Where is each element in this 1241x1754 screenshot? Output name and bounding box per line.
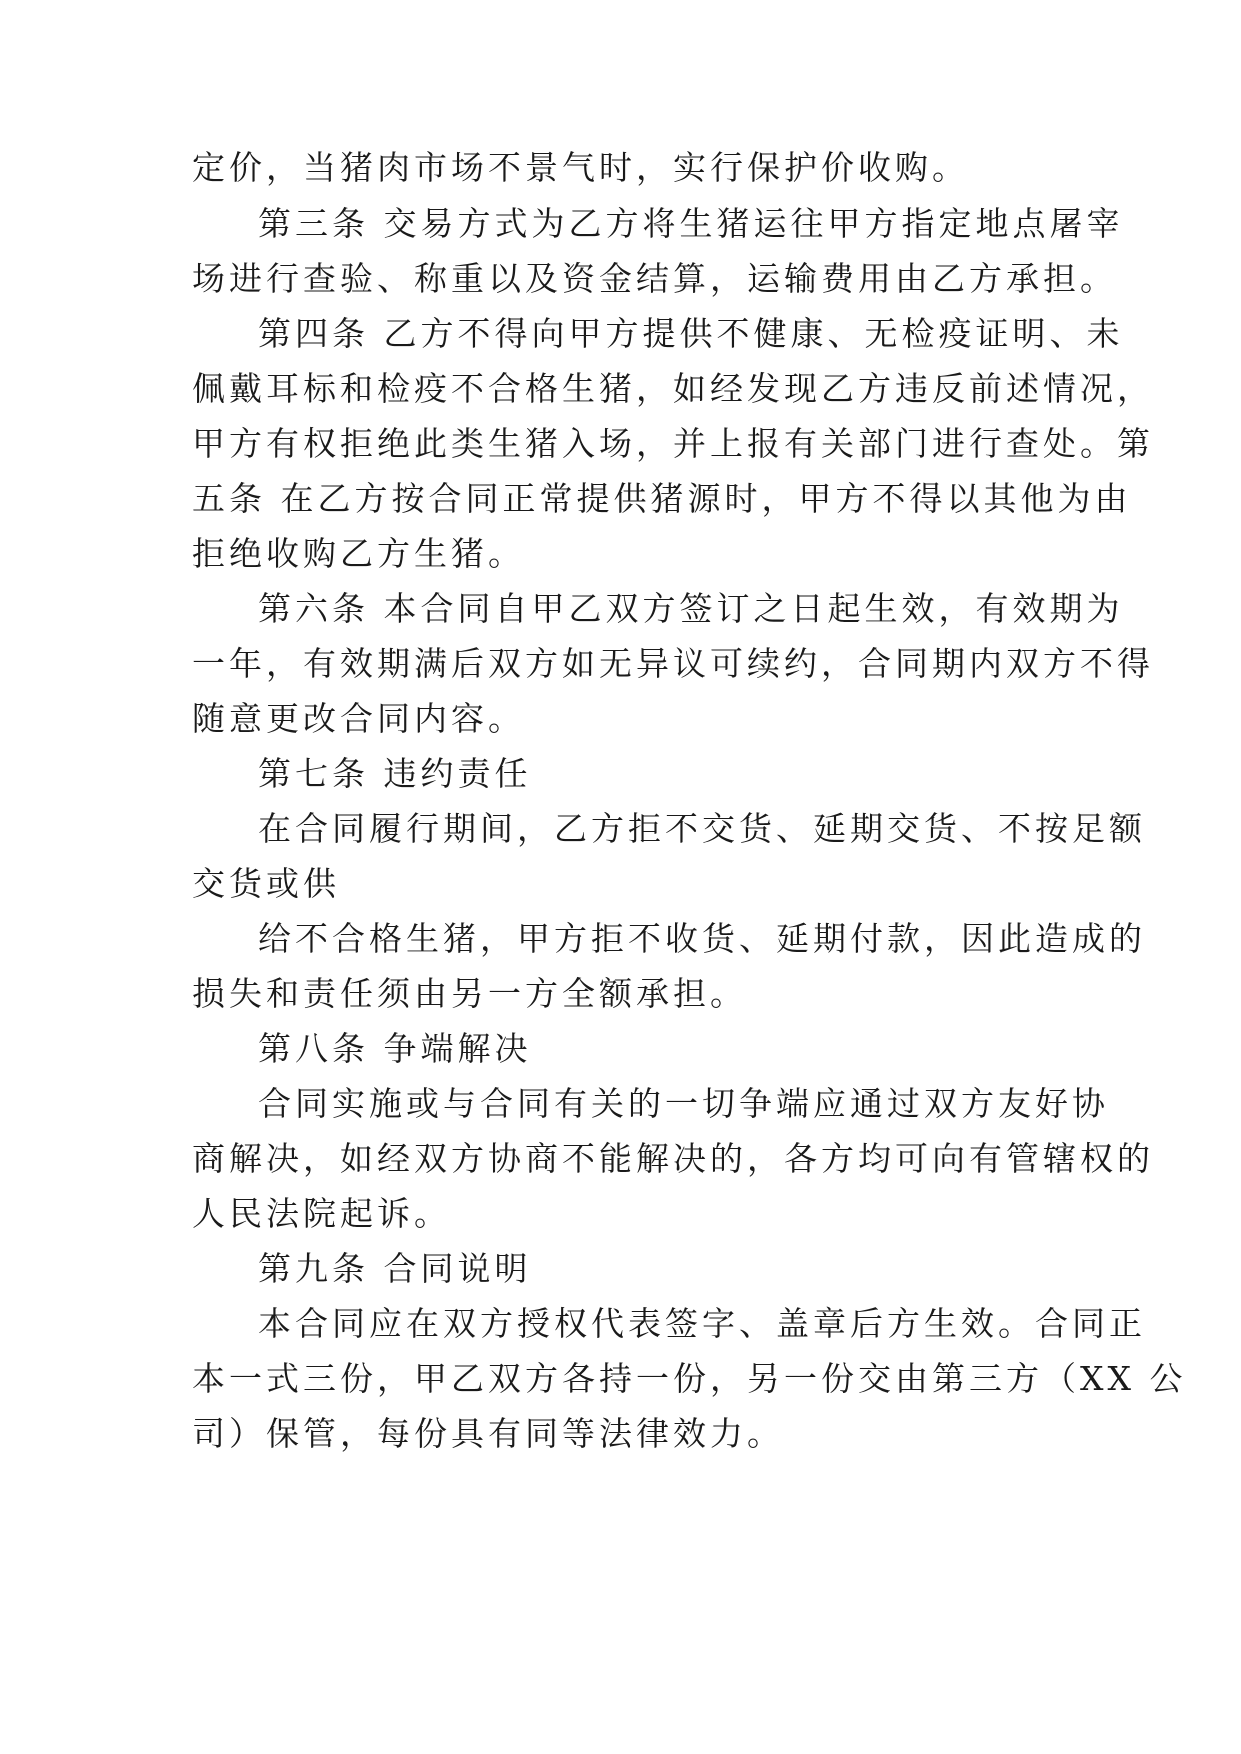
clause-8-heading: 第八条 争端解决 xyxy=(258,1029,532,1068)
text-line: 佩戴耳标和检疫不合格生猪，如经发现乙方违反前述情况， xyxy=(192,369,1154,408)
clause-7-heading: 第七条 违约责任 xyxy=(258,754,532,793)
text-line: 合同实施或与合同有关的一切争端应通过双方友好协 xyxy=(258,1084,1109,1123)
clause-3-heading-line: 第三条 交易方式为乙方将生猪运往甲方指定地点屠宰 xyxy=(258,204,1124,243)
clause-9-heading: 第九条 合同说明 xyxy=(258,1249,532,1288)
text-line: 随意更改合同内容。 xyxy=(192,699,525,738)
text-line: 在合同履行期间，乙方拒不交货、延期交货、不按足额 xyxy=(258,809,1146,848)
clause-5-line: 五条 在乙方按合同正常提供猪源时，甲方不得以其他为由 xyxy=(192,479,1132,518)
text-line: 场进行查验、称重以及资金结算，运输费用由乙方承担。 xyxy=(192,259,1117,298)
text-line: 交货或供 xyxy=(192,864,340,903)
text-line: 给不合格生猪，甲方拒不收货、延期付款，因此造成的 xyxy=(258,919,1146,958)
text-line: 本一式三份，甲乙双方各持一份，另一份交由第三方（XX 公 xyxy=(192,1359,1187,1398)
text-line: 定价，当猪肉市场不景气时，实行保护价收购。 xyxy=(192,148,969,187)
clause-6-heading-line: 第六条 本合同自甲乙双方签订之日起生效，有效期为 xyxy=(258,589,1124,628)
text-line: 本合同应在双方授权代表签字、盖章后方生效。合同正 xyxy=(258,1304,1146,1343)
text-line: 商解决，如经双方协商不能解决的，各方均可向有管辖权的 xyxy=(192,1139,1154,1178)
text-line: 损失和责任须由另一方全额承担。 xyxy=(192,974,747,1013)
text-line: 一年，有效期满后双方如无异议可续约，合同期内双方不得 xyxy=(192,644,1154,683)
clause-4-heading-line: 第四条 乙方不得向甲方提供不健康、无检疫证明、未 xyxy=(258,314,1124,353)
text-line: 司）保管，每份具有同等法律效力。 xyxy=(192,1414,784,1453)
text-line: 拒绝收购乙方生猪。 xyxy=(192,534,525,573)
text-line: 甲方有权拒绝此类生猪入场，并上报有关部门进行查处。第 xyxy=(192,424,1154,463)
text-line: 人民法院起诉。 xyxy=(192,1194,451,1233)
